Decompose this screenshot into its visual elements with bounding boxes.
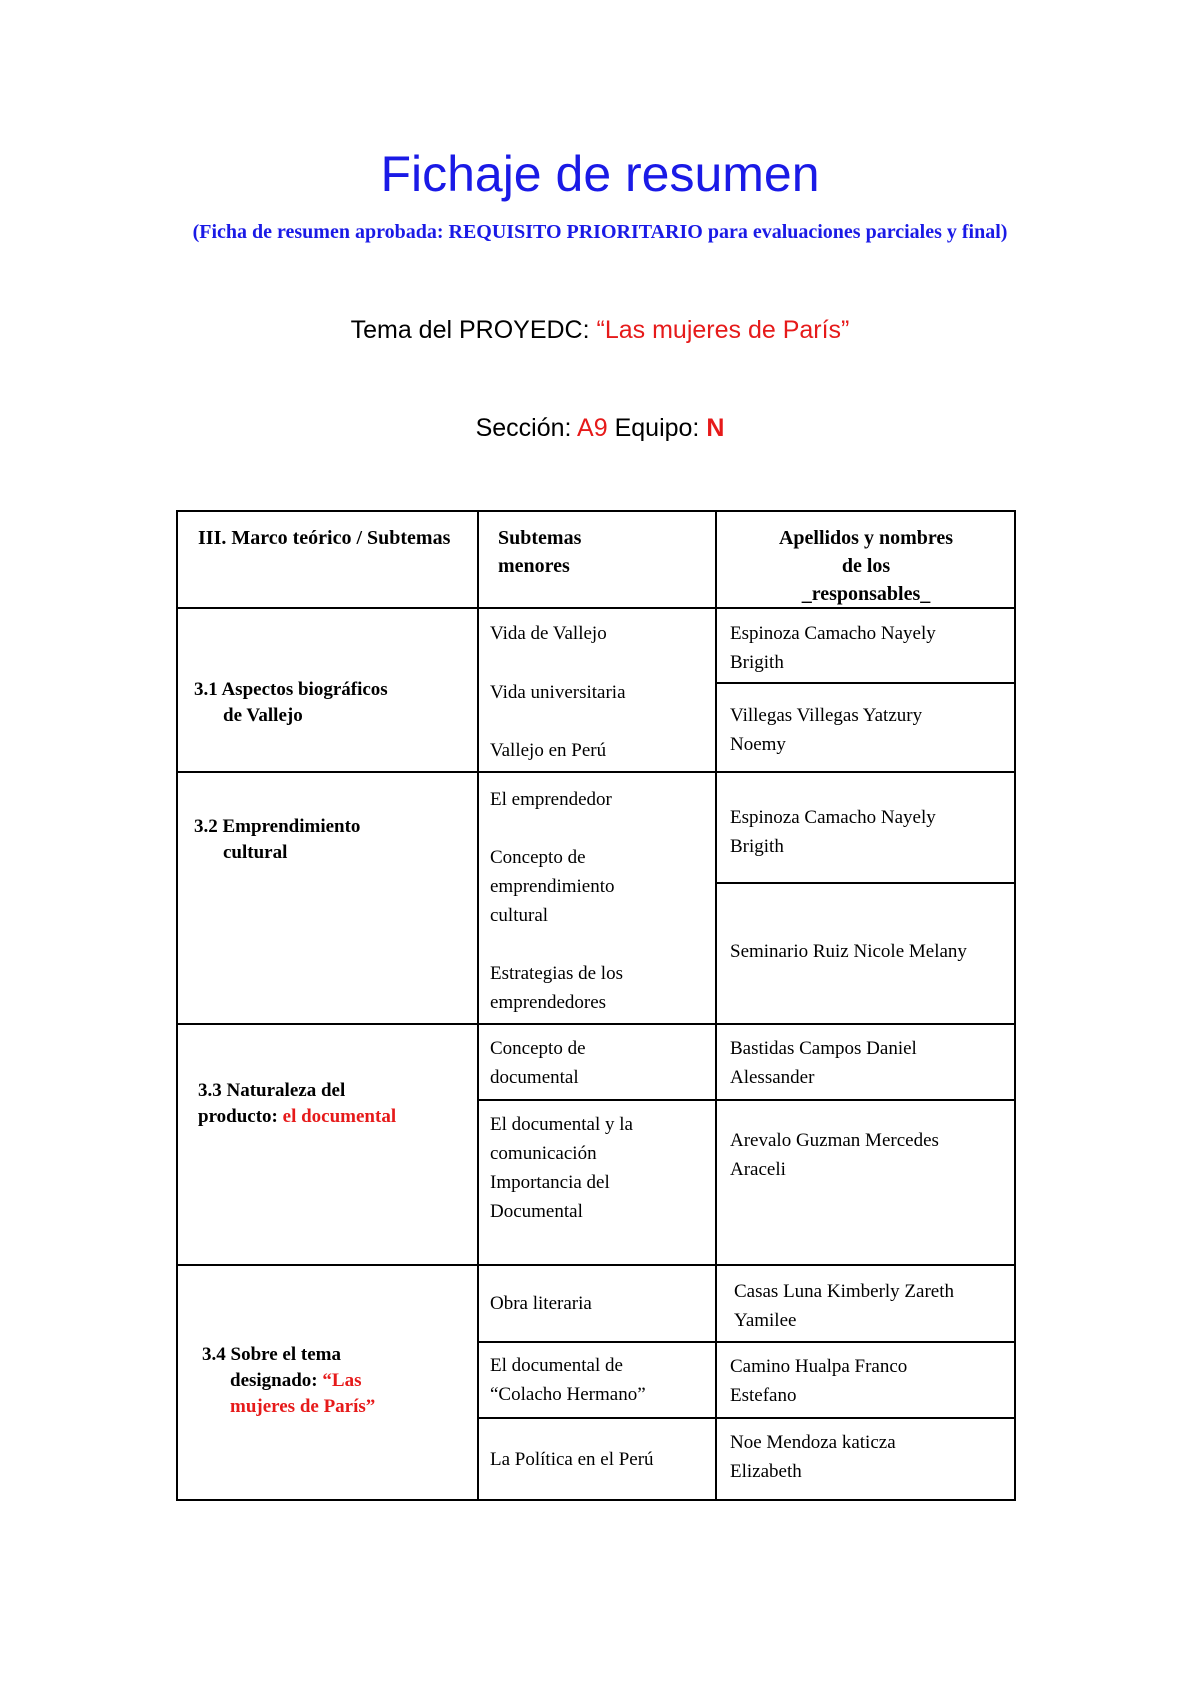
- responsable-line: Villegas Villegas Yatzury: [730, 705, 923, 726]
- section-team-line: [0, 414, 1200, 443]
- responsable-item: [730, 1352, 1010, 1410]
- page-subtitle: (Ficha de resumen aprobada: REQUISITO PRIORITARIO para evaluaciones parciales y final): [192, 221, 1008, 243]
- subtema-item: El emprendedor: [490, 789, 612, 810]
- responsable-line: Espinoza Camacho Nayely: [730, 623, 936, 644]
- responsable-line: Camino Hualpa Franco: [730, 1356, 908, 1377]
- responsable-line: Estefano: [730, 1385, 797, 1406]
- title-line: 3.1 Aspectos biográficos: [194, 679, 388, 700]
- subtema-line: emprendedores: [490, 992, 607, 1013]
- responsable-item: [730, 701, 1010, 759]
- title-line: mujeres de París”: [230, 1396, 376, 1417]
- title-line: de Vallejo: [223, 705, 303, 726]
- responsable-line: Espinoza Camacho Nayely: [730, 807, 936, 828]
- responsable-item: [730, 1126, 1010, 1184]
- subtema-line: “Colacho Hermano”: [490, 1384, 646, 1405]
- team-label: Equipo:: [607, 414, 707, 442]
- subtema-line: emprendimiento: [490, 876, 615, 897]
- subtema-item: [490, 843, 710, 930]
- responsable-item: [730, 803, 1010, 861]
- responsable-line: Brigith: [730, 652, 784, 673]
- subtema-line: Importancia del: [490, 1172, 610, 1193]
- subtema-item: [490, 1034, 710, 1092]
- responsable-line: Araceli: [730, 1159, 786, 1180]
- subtema-line: Concepto de: [490, 847, 586, 868]
- subtema-line: Documental: [490, 1201, 583, 1222]
- row-divider: [178, 1023, 1014, 1025]
- row-divider: [715, 682, 1014, 684]
- project-topic: [0, 316, 1200, 345]
- row-divider: [715, 882, 1014, 884]
- responsable-item: [730, 1034, 1010, 1092]
- title-line: [198, 1104, 474, 1130]
- subtema-line: cultural: [490, 905, 549, 926]
- subtema-item: Vallejo en Perú: [490, 740, 607, 761]
- row-divider: [178, 771, 1014, 773]
- subtema-item: La Política en el Perú: [490, 1449, 654, 1470]
- section-label: Sección:: [475, 414, 578, 442]
- row-divider: [477, 1099, 1014, 1101]
- subtema-item: Vida de Vallejo: [490, 623, 607, 644]
- header-line: Apellidos y nombres: [778, 527, 954, 549]
- responsable-line: Noe Mendoza katicza: [730, 1432, 896, 1453]
- responsable-item: Seminario Ruiz Nicole Melany: [730, 941, 967, 962]
- title-line: 3.3 Naturaleza del: [198, 1080, 346, 1101]
- header-subtemas-menores: [498, 524, 708, 580]
- subtema-item: [490, 1110, 710, 1168]
- title-line: 3.4 Sobre el tema: [202, 1344, 341, 1365]
- subtema-line: El documental y la: [490, 1114, 633, 1135]
- header-line: de los: [841, 555, 891, 577]
- subtema-item: [490, 1351, 710, 1409]
- responsable-line: Elizabeth: [730, 1461, 802, 1482]
- header-marco-teorico: III. Marco teórico / Subtemas: [198, 527, 451, 549]
- responsable-line: Alessander: [730, 1067, 815, 1088]
- subtema-item: Vida universitaria: [490, 682, 626, 703]
- header-line: menores: [498, 555, 570, 577]
- row-divider: [178, 1264, 1014, 1266]
- responsable-item: [730, 1428, 1010, 1486]
- topic-label: Tema del PROYEDC:: [350, 316, 597, 344]
- responsable-line: Casas Luna Kimberly Zareth: [734, 1281, 955, 1302]
- header-line: _responsables_: [801, 583, 931, 605]
- subtema-item: [490, 1168, 710, 1226]
- topic-value: “Las mujeres de París”: [596, 316, 850, 344]
- team-value: N: [706, 414, 725, 442]
- responsable-item: [730, 619, 1010, 677]
- column-divider: [715, 512, 717, 1499]
- title-part: producto:: [198, 1106, 283, 1127]
- header-line: Subtemas: [498, 527, 582, 549]
- subtema-line: Concepto de: [490, 1038, 586, 1059]
- row-divider: [477, 1341, 1014, 1343]
- section-3-3-title: [198, 1078, 474, 1130]
- subtema-line: Estrategias de los: [490, 963, 623, 984]
- title-line: cultural: [223, 842, 288, 863]
- section-3-4-title: [202, 1342, 474, 1420]
- subtema-item: Obra literaria: [490, 1293, 592, 1314]
- responsable-line: Arevalo Guzman Mercedes: [730, 1130, 939, 1151]
- subtema-item: [490, 959, 710, 1017]
- subtema-line: El documental de: [490, 1355, 623, 1376]
- responsable-line: Brigith: [730, 836, 784, 857]
- section-3-2-title: [194, 814, 474, 866]
- title-line: [202, 1368, 474, 1394]
- title-part-highlight: el documental: [282, 1106, 397, 1127]
- header-responsables: [718, 524, 1014, 608]
- responsable-line: Yamilee: [734, 1310, 797, 1331]
- subtema-line: comunicación: [490, 1143, 597, 1164]
- responsable-line: Bastidas Campos Daniel: [730, 1038, 917, 1059]
- responsable-line: Noemy: [730, 734, 786, 755]
- row-divider: [477, 1417, 1014, 1419]
- column-divider: [477, 512, 479, 1499]
- page-title: Fichaje de resumen: [380, 146, 820, 202]
- title-line: 3.2 Emprendimiento: [194, 816, 361, 837]
- responsable-item: [734, 1277, 1010, 1335]
- subtema-line: documental: [490, 1067, 579, 1088]
- section-value: A9: [577, 414, 608, 442]
- section-3-1-title: [194, 677, 474, 729]
- title-part: designado:: [230, 1370, 323, 1391]
- title-part-highlight: “Las: [322, 1370, 362, 1391]
- summary-table: [176, 510, 1016, 1501]
